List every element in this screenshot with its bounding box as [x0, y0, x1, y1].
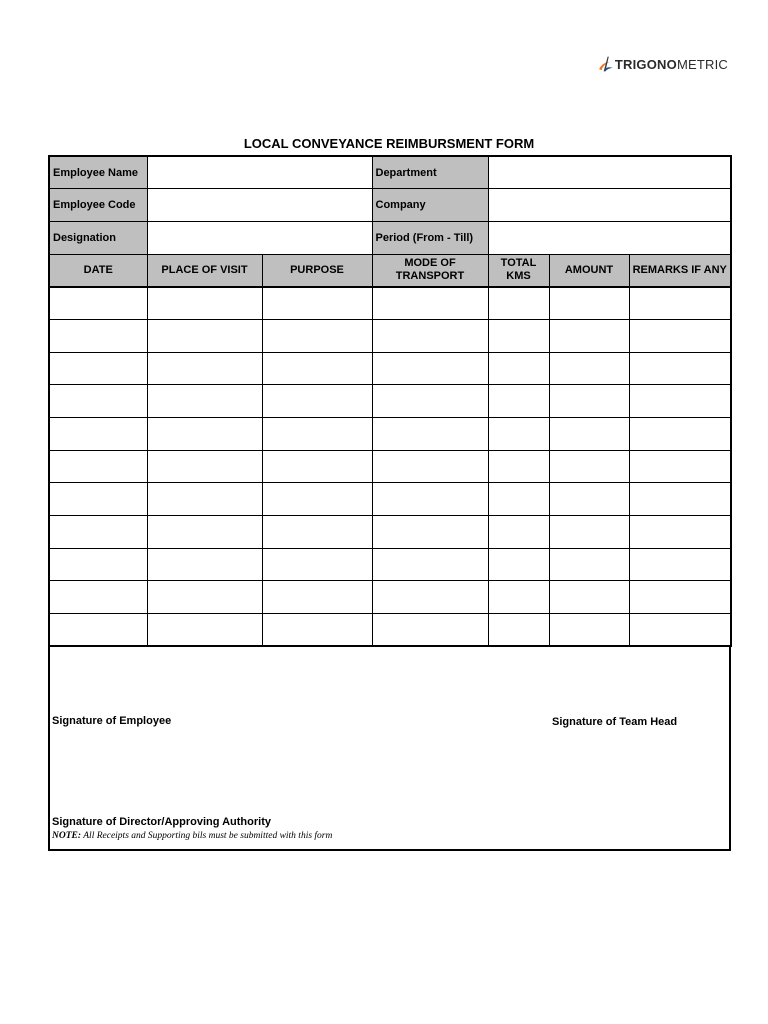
col-remarks: REMARKS IF ANY [629, 254, 731, 287]
entry-row [49, 516, 731, 549]
entry-cell-place-of-visit[interactable] [147, 450, 262, 483]
entry-row [49, 385, 731, 418]
entry-cell-purpose[interactable] [262, 287, 372, 320]
col-place-of-visit: PLACE OF VISIT [147, 254, 262, 287]
entry-cell-date[interactable] [49, 483, 147, 516]
entry-cell-total-kms[interactable] [488, 516, 549, 549]
entry-cell-purpose[interactable] [262, 581, 372, 614]
entry-cell-place-of-visit[interactable] [147, 581, 262, 614]
entry-row [49, 352, 731, 385]
company-label: Company [372, 189, 488, 222]
entry-cell-amount[interactable] [549, 352, 629, 385]
entry-cell-place-of-visit[interactable] [147, 287, 262, 320]
trigonometric-logo-icon [598, 47, 614, 81]
col-kms-line2: KMS [506, 270, 531, 283]
col-purpose: PURPOSE [262, 254, 372, 287]
entry-cell-total-kms[interactable] [488, 385, 549, 418]
col-mode-of-transport [372, 254, 488, 287]
footnote [52, 831, 332, 841]
col-amount: AMOUNT [549, 254, 629, 287]
entry-cell-place-of-visit[interactable] [147, 516, 262, 549]
entry-cell-mode-of-transport[interactable] [372, 450, 488, 483]
form-title: LOCAL CONVEYANCE REIMBURSMENT FORM [243, 136, 535, 151]
entry-cell-total-kms[interactable] [488, 418, 549, 451]
entry-cell-date[interactable] [49, 450, 147, 483]
entry-cell-place-of-visit[interactable] [147, 483, 262, 516]
employee-code-field[interactable] [147, 189, 372, 222]
entry-cell-amount[interactable] [549, 483, 629, 516]
entry-cell-remarks[interactable] [629, 483, 731, 516]
entry-cell-purpose[interactable] [262, 352, 372, 385]
entry-cell-remarks[interactable] [629, 352, 731, 385]
entry-cell-place-of-visit[interactable] [147, 418, 262, 451]
note-label: NOTE: [52, 831, 82, 841]
entry-cell-amount[interactable] [549, 548, 629, 581]
entry-rows [49, 287, 731, 647]
entry-cell-date[interactable] [49, 418, 147, 451]
department-label: Department [372, 156, 488, 189]
entry-cell-place-of-visit[interactable] [147, 352, 262, 385]
entry-cell-amount[interactable] [549, 319, 629, 352]
entry-cell-date[interactable] [49, 581, 147, 614]
director-signature-label: Signature of Director/Approving Authority [52, 816, 271, 828]
column-header-row [49, 254, 731, 287]
company-field[interactable] [488, 189, 731, 222]
entry-cell-purpose[interactable] [262, 319, 372, 352]
entry-cell-date[interactable] [49, 548, 147, 581]
note-text: All Receipts and Supporting bils must be submitted with this form [83, 831, 333, 841]
employee-name-field[interactable] [147, 156, 372, 189]
logo-light: METRIC [676, 56, 728, 72]
entry-cell-remarks[interactable] [629, 450, 731, 483]
entry-cell-date[interactable] [49, 614, 147, 647]
entry-cell-date[interactable] [49, 319, 147, 352]
entry-cell-amount[interactable] [549, 418, 629, 451]
employee-name-label: Employee Name [49, 156, 147, 189]
employee-code-label: Employee Code [49, 189, 147, 222]
entry-cell-mode-of-transport[interactable] [372, 319, 488, 352]
entry-row [49, 614, 731, 647]
entry-cell-mode-of-transport[interactable] [372, 614, 488, 647]
entry-cell-place-of-visit[interactable] [147, 319, 262, 352]
col-date: DATE [49, 254, 147, 287]
entry-cell-mode-of-transport[interactable] [372, 483, 488, 516]
entry-cell-amount[interactable] [549, 385, 629, 418]
entry-cell-total-kms[interactable] [488, 548, 549, 581]
entry-cell-purpose[interactable] [262, 450, 372, 483]
col-total-kms [488, 254, 549, 287]
entry-cell-total-kms[interactable] [488, 483, 549, 516]
entry-cell-remarks[interactable] [629, 581, 731, 614]
info-row-1 [49, 156, 731, 189]
team-head-signature-label: Signature of Team Head [552, 716, 678, 728]
department-field[interactable] [488, 156, 731, 189]
entry-row [49, 548, 731, 581]
entry-cell-remarks[interactable] [629, 319, 731, 352]
entry-cell-remarks[interactable] [629, 385, 731, 418]
entry-cell-purpose[interactable] [262, 614, 372, 647]
entry-cell-total-kms[interactable] [488, 614, 549, 647]
entry-cell-amount[interactable] [549, 581, 629, 614]
employee-signature-label: Signature of Employee [52, 715, 172, 727]
col-mode-line2: TRANSPORT [395, 270, 465, 283]
entry-cell-total-kms[interactable] [488, 319, 549, 352]
entry-cell-place-of-visit[interactable] [147, 614, 262, 647]
entry-cell-total-kms[interactable] [488, 352, 549, 385]
entry-cell-date[interactable] [49, 352, 147, 385]
logo-bold: TRIGONO [614, 56, 677, 72]
entry-cell-place-of-visit[interactable] [147, 385, 262, 418]
entry-cell-place-of-visit[interactable] [147, 548, 262, 581]
entry-cell-remarks[interactable] [629, 287, 731, 320]
entry-cell-remarks[interactable] [629, 516, 731, 549]
entry-cell-remarks[interactable] [629, 418, 731, 451]
col-kms-line1: TOTAL [500, 257, 537, 270]
entry-cell-purpose[interactable] [262, 548, 372, 581]
entry-cell-mode-of-transport[interactable] [372, 418, 488, 451]
col-mode-line1: MODE OF [404, 257, 456, 270]
entry-cell-mode-of-transport[interactable] [372, 516, 488, 549]
info-row-3 [49, 221, 731, 254]
signature-section [48, 647, 731, 851]
entry-cell-mode-of-transport[interactable] [372, 287, 488, 320]
entry-cell-amount[interactable] [549, 450, 629, 483]
entry-cell-purpose[interactable] [262, 516, 372, 549]
designation-field[interactable] [147, 221, 372, 254]
entry-cell-amount[interactable] [549, 516, 629, 549]
entry-cell-amount[interactable] [549, 287, 629, 320]
logo-wordmark [615, 57, 728, 72]
entry-cell-purpose[interactable] [262, 418, 372, 451]
entry-cell-date[interactable] [49, 385, 147, 418]
reimbursement-table [48, 155, 732, 647]
entry-cell-mode-of-transport[interactable] [372, 548, 488, 581]
entry-cell-date[interactable] [49, 287, 147, 320]
entry-cell-remarks[interactable] [629, 548, 731, 581]
entry-row [49, 450, 731, 483]
entry-row [49, 418, 731, 451]
entry-cell-total-kms[interactable] [488, 287, 549, 320]
entry-cell-remarks[interactable] [629, 614, 731, 647]
entry-cell-mode-of-transport[interactable] [372, 352, 488, 385]
entry-cell-amount[interactable] [549, 614, 629, 647]
info-row-2 [49, 189, 731, 222]
period-label: Period (From - Till) [372, 221, 488, 254]
entry-cell-mode-of-transport[interactable] [372, 581, 488, 614]
entry-cell-total-kms[interactable] [488, 581, 549, 614]
entry-cell-date[interactable] [49, 516, 147, 549]
entry-row [49, 581, 731, 614]
designation-label: Designation [49, 221, 147, 254]
entry-row [49, 319, 731, 352]
entry-cell-mode-of-transport[interactable] [372, 385, 488, 418]
period-field[interactable] [488, 221, 731, 254]
entry-cell-purpose[interactable] [262, 385, 372, 418]
company-logo [598, 46, 728, 82]
entry-cell-total-kms[interactable] [488, 450, 549, 483]
entry-row [49, 483, 731, 516]
entry-row [49, 287, 731, 320]
entry-cell-purpose[interactable] [262, 483, 372, 516]
